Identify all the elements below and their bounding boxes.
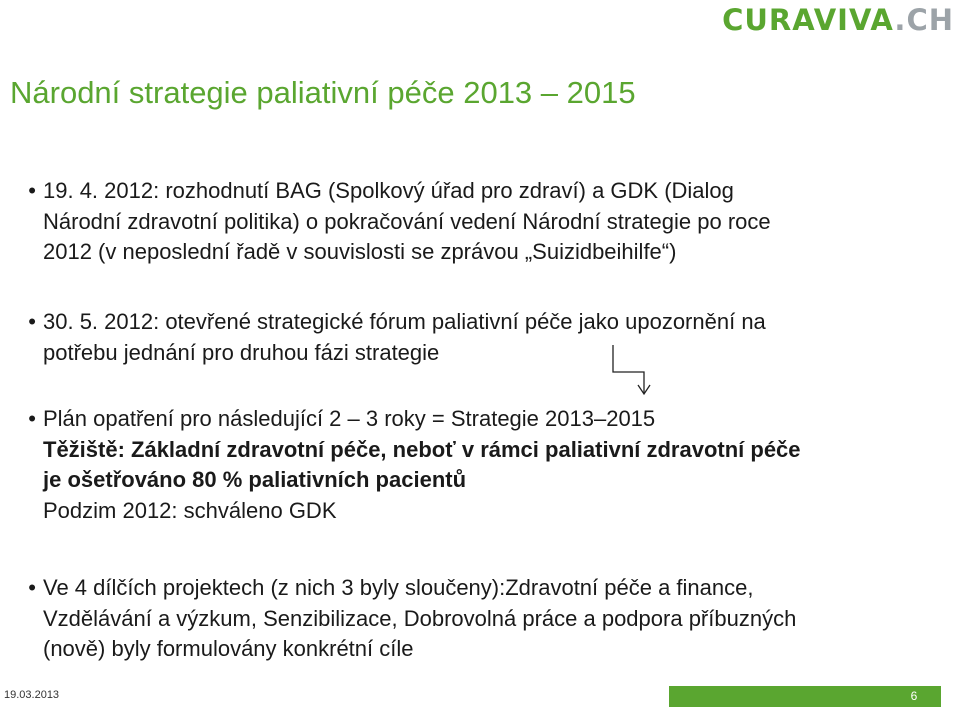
bullet-line-bold: Těžiště: Základní zdravotní péče, neboť v rámci paliativní zdravotní péče [43,436,801,462]
logo-tld: .CH [894,3,954,37]
bullet-line: (nově) byly formulovány konkrétní cíle [43,636,414,661]
bullet-line: Vzdělávání a výzkum, Senzibilizace, Dobrovolná práce a podpora příbuzných [43,605,797,631]
page-number: 6 [910,689,918,703]
bullet-dot: • [28,406,36,431]
bullet-line: Plán opatření pro následující 2 – 3 roky = Strategie 2013–2015 [43,406,656,431]
curaviva-logo [722,3,954,37]
slide-title: Národní strategie paliativní péče 2013 – 2015 [10,75,636,110]
bullet-line: potřebu jednání pro druhou fázi strategie [43,339,440,365]
logo-brand: CURAVIVA [722,3,895,37]
footer-date: 19.03.2013 [4,689,60,701]
bullet-line: 2012 (v neposlední řadě v souvislosti se zprávou „Suizidbeihilfe“) [43,239,677,264]
bullet-line: Národní zdravotní politika) o pokračování vedení Národní strategie po roce [43,208,771,234]
bullet-dot: • [28,178,36,203]
corner-arrow-down-icon [611,343,651,397]
footer-bar [669,686,941,707]
bullet-dot: • [28,575,36,600]
bullet-line-bold: je ošetřováno 80 % paliativních pacientů [43,467,467,492]
bullet-line: 30. 5. 2012: otevřené strategické fórum paliativní péče jako upozornění na [43,309,766,334]
bullet-line: 19. 4. 2012: rozhodnutí BAG (Spolkový úřad pro zdraví) a GDK (Dialog [43,178,734,203]
bullet-line: Podzim 2012: schváleno GDK [43,497,337,523]
bullet-line: Ve 4 dílčích projektech (z nich 3 byly sloučeny):Zdravotní péče a finance, [43,575,754,600]
bullet-dot: • [28,309,36,334]
